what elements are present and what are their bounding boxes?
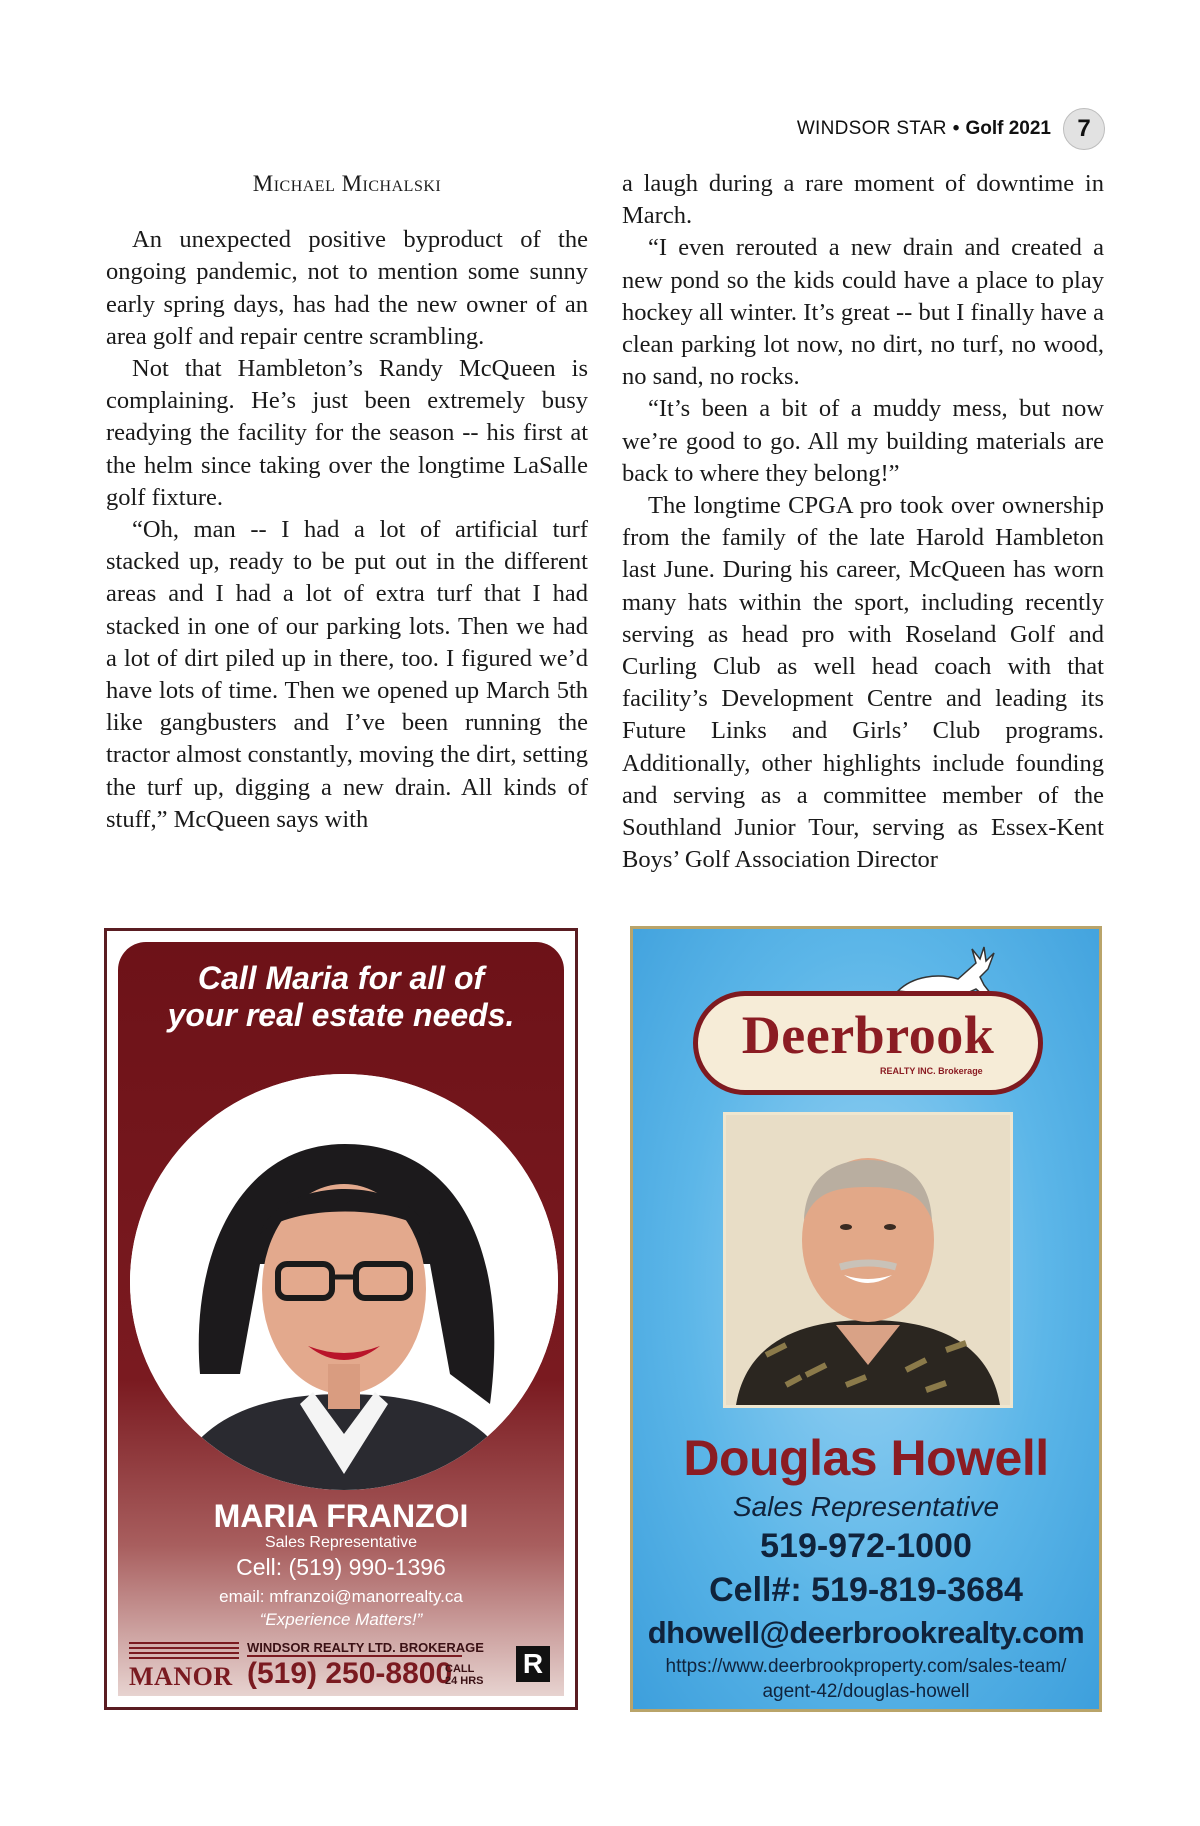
ad-headline-line: Call Maria for all of (197, 960, 485, 996)
agent-title: Sales Representative (264, 1534, 418, 1551)
deerbrook-sub: REALTY INC. Brokerage (880, 1066, 983, 1076)
article-paragraph: “Oh, man -- I had a lot of artificial turf stacked up, ready to be put out in the different areas and I had a lot of extra turf that I had stacked in one of our parking lots. Then we had a lot of dirt piled up in there, too. I figured we’d have lots of time. Then we opened up March 5th like gangbusters and I’ve been running the tractor almost constantly, moving the dirt, setting the turf up, digging a new drain. All kinds of stuff,” McQueen says with (106, 516, 588, 833)
article-paragraph: The longtime CPGA pro took over ownership from the family of the late Harold Hambleton last June. During his career, McQueen has worn many hats within the sport, including recently serving as head pro with Roseland Golf and Curling Club as well head coach with that facility’s Development Centre and leading its Future Links and Girls’ Club programs. Additionally, other highlights include founding and serving as a committee member of the Southland Junior Tour, serving as Essex-Kent Boys’ Golf Association Director (622, 492, 1104, 874)
office-phone: 519-972-1000 (760, 1527, 972, 1565)
page-number: 7 (1063, 108, 1105, 150)
brokerage-name: WINDSOR REALTY LTD. BROKERAGE (247, 1640, 484, 1655)
page-header (797, 108, 1105, 150)
ad-headline-line: your real estate needs. (167, 997, 515, 1033)
hours-label: 24 HRS (445, 1675, 484, 1687)
article-paragraph: “It’s been a bit of a muddy mess, but now we’re good to go. All my building materials are back to where they belong!” (622, 395, 1104, 487)
agent-url (633, 1654, 1099, 1704)
article-paragraph: “I even rerouted a new drain and created a new pond so the kids could have a place to play hockey all winter. It’s great -- but I finally have a clean parking lot now, no dirt, no turf, no wood, no sand, no rocks. (622, 234, 1104, 391)
manor-logo-stripes (129, 1642, 239, 1662)
article-paragraph: An unexpected positive byproduct of the ongoing pandemic, not to mention some sunny early spring days, has had the new owner of an area golf and repair centre scrambling. (106, 226, 588, 350)
agent-slogan: “Experience Matters!” (259, 1610, 423, 1629)
agent-cell: Cell#: 519-819-3684 (709, 1571, 1023, 1609)
ad-headline (118, 960, 564, 1034)
agent-email: email: mfranzoi@manorrealty.ca (219, 1587, 463, 1606)
agent-portrait (130, 1074, 558, 1490)
call-24hrs (445, 1663, 484, 1687)
agent-cell: Cell: (519) 990-1396 (236, 1554, 446, 1580)
agent-portrait (726, 1115, 1010, 1405)
agent-name: MARIA FRANZOI (213, 1498, 469, 1534)
agent-portrait-oval (130, 1074, 558, 1490)
deerbrook-logo (693, 991, 1043, 1095)
header-separator: • (952, 118, 960, 139)
agent-email: dhowell@deerbrookrealty.com (647, 1615, 1085, 1650)
article-column-right (622, 168, 1104, 876)
agent-name: Douglas Howell (683, 1430, 1049, 1486)
article-column-left (106, 168, 588, 836)
byline: Michael Michalski (252, 171, 442, 196)
issue-title: Golf 2021 (965, 118, 1051, 139)
realtor-icon: R (516, 1646, 550, 1682)
agent-title: Sales Representative (732, 1491, 1000, 1522)
deerbrook-wordmark: Deerbrook (741, 1005, 995, 1065)
office-phone: (519) 250-8800 (247, 1657, 453, 1690)
agent-url-line: agent-42/douglas-howell (762, 1681, 970, 1702)
manor-realty-ad (104, 928, 578, 1710)
manor-logo: MANOR (129, 1662, 233, 1691)
article-paragraph: a laugh during a rare moment of downtime in March. (622, 170, 1104, 230)
publication-name: WINDSOR STAR (796, 118, 947, 139)
agent-photo (723, 1112, 1013, 1408)
agent-url-line: https://www.deerbrookproperty.com/sales-team/ (665, 1656, 1067, 1677)
deerbrook-realty-ad (630, 926, 1102, 1712)
call-label: CALL (445, 1663, 475, 1675)
article-paragraph: Not that Hambleton’s Randy McQueen is complaining. He’s just been extremely busy readying the facility for the season -- his first at the helm since taking over the longtime LaSalle golf fixture. (106, 355, 588, 511)
ad-panel (118, 942, 564, 1696)
brokerage-footer (118, 1636, 564, 1696)
